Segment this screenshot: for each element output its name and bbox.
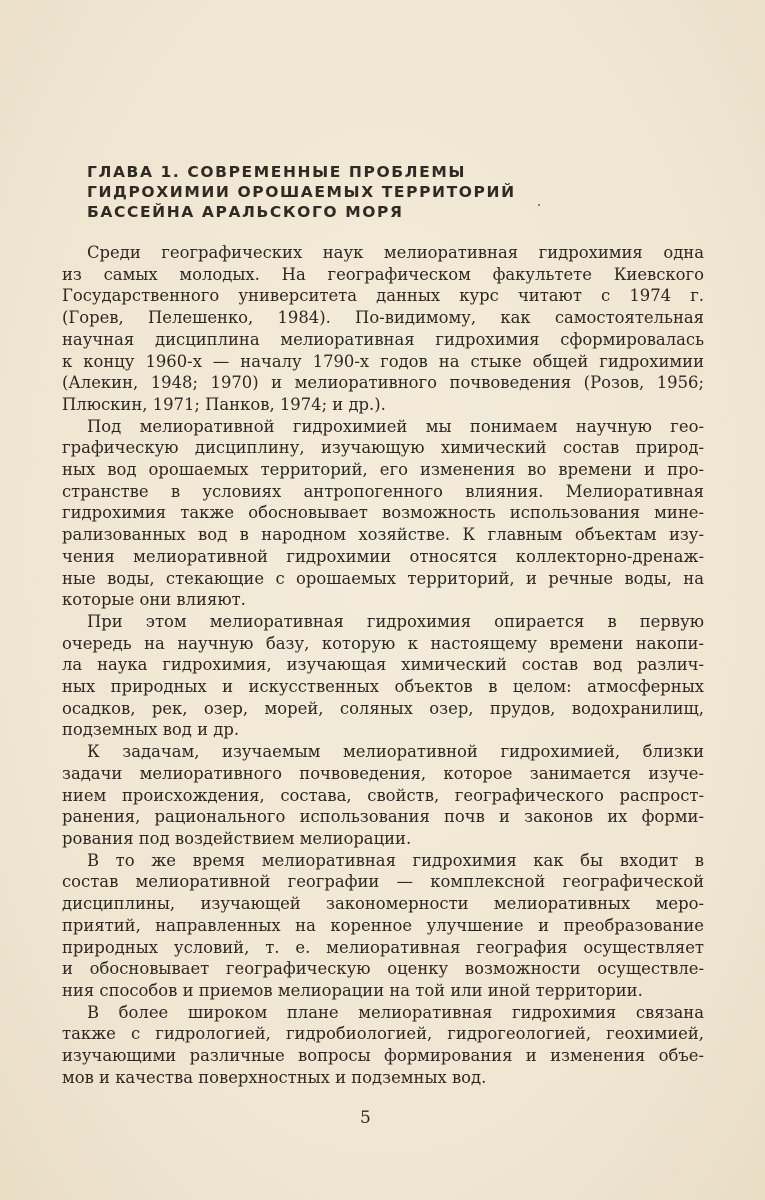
text-line: и обосновывает географическую оценку возможности осуществле- (62, 959, 704, 979)
text-line: очередь на научную базу, которую к настоящему времени накопи- (62, 633, 704, 653)
print-speck (538, 204, 540, 206)
text-line: рования под воздействием мелиорации. (62, 828, 412, 848)
text-line: Под мелиоративной гидрохимией мы понимаем научную гео- (87, 416, 704, 436)
text-line: (Горев, Пелешенко, 1984). По-видимому, как самостоятельная (62, 308, 704, 328)
text-line: ранения, рационального использования почв и законов их форми- (62, 807, 704, 827)
text-line: подземных вод и др. (62, 720, 240, 740)
text-line: задачи мелиоративного почвоведения, которое занимается изуче- (62, 763, 704, 783)
text-line: (Алекин, 1948; 1970) и мелиоративного почвоведения (Розов, 1956; (62, 373, 704, 393)
text-line: рализованных вод в народном хозяйстве. К главным объектам изу- (62, 525, 704, 545)
text-line: Плюскин, 1971; Панков, 1974; и др.). (62, 394, 386, 414)
text-line: также с гидрологией, гидробиологией, гидрогеологией, геохимией, (62, 1024, 704, 1044)
text-line: ных вод орошаемых территорий, его изменения во времени и про- (62, 460, 704, 480)
text-line: гидрохимия также обосновывает возможность использования мине- (62, 503, 704, 523)
paragraph (62, 850, 704, 1002)
paragraph (62, 611, 704, 741)
body-text (62, 242, 704, 1088)
page-number: 5 (360, 1108, 371, 1128)
chapter-heading (87, 162, 567, 222)
text-line: дисциплины, изучающей закономерности мелиоративных меро- (62, 894, 704, 914)
text-line: ния способов и приемов мелиорации на той или иной территории. (62, 980, 643, 1000)
text-line: нием происхождения, состава, свойств, географического распрост- (62, 785, 704, 805)
paragraph (62, 416, 704, 611)
text-line: которые они влияют. (62, 590, 246, 610)
text-line: В более широком плане мелиоративная гидрохимия связана (87, 1002, 704, 1022)
text-line: мов и качества поверхностных и подземных вод. (62, 1067, 487, 1087)
text-line: природных условий, т. е. мелиоративная география осуществляет (62, 937, 704, 957)
text-line: научная дисциплина мелиоративная гидрохимия сформировалась (62, 329, 704, 349)
text-line: осадков, рек, озер, морей, соляных озер, прудов, водохранилищ, (62, 698, 704, 718)
paragraph (62, 1002, 704, 1089)
text-line: К задачам, изучаемым мелиоративной гидрохимией, близки (87, 742, 704, 762)
text-line: к концу 1960-х — началу 1790-х годов на стыке общей гидрохимии (62, 351, 704, 371)
text-line: состав мелиоративной географии — комплексной географической (62, 872, 704, 892)
text-line: чения мелиоративной гидрохимии относятся коллекторно-дренаж- (62, 546, 704, 566)
text-line: странстве в условиях антропогенного влияния. Мелиоративная (62, 481, 704, 501)
text-line: приятий, направленных на коренное улучшение и преобразование (62, 915, 704, 935)
paragraph (62, 741, 704, 850)
text-line: ные воды, стекающие с орошаемых территорий, и речные воды, на (62, 568, 704, 588)
chapter-heading-line: БАССЕЙНА АРАЛЬСКОГО МОРЯ (87, 203, 404, 221)
text-line: изучающими различные вопросы формирования и изменения объе- (62, 1046, 704, 1066)
chapter-heading-line: ГЛАВА 1. СОВРЕМЕННЫЕ ПРОБЛЕМЫ (87, 163, 467, 181)
paragraph (62, 242, 704, 416)
text-line: графическую дисциплину, изучающую химический состав природ- (62, 438, 704, 458)
text-line: ных природных и искусственных объектов в целом: атмосферных (62, 677, 704, 697)
text-line: В то же время мелиоративная гидрохимия как бы входит в (87, 850, 704, 870)
text-line: ла наука гидрохимия, изучающая химический состав вод различ- (62, 655, 704, 675)
text-line: Среди географических наук мелиоративная гидрохимия одна (87, 243, 704, 262)
text-line: из самых молодых. На географическом факультете Киевского (62, 264, 704, 284)
text-line: Государственного университета данных курс читают с 1974 г. (62, 286, 704, 306)
chapter-heading-line: ГИДРОХИМИИ ОРОШАЕМЫХ ТЕРРИТОРИЙ (87, 183, 516, 201)
text-line: При этом мелиоративная гидрохимия опирается в первую (87, 611, 704, 631)
